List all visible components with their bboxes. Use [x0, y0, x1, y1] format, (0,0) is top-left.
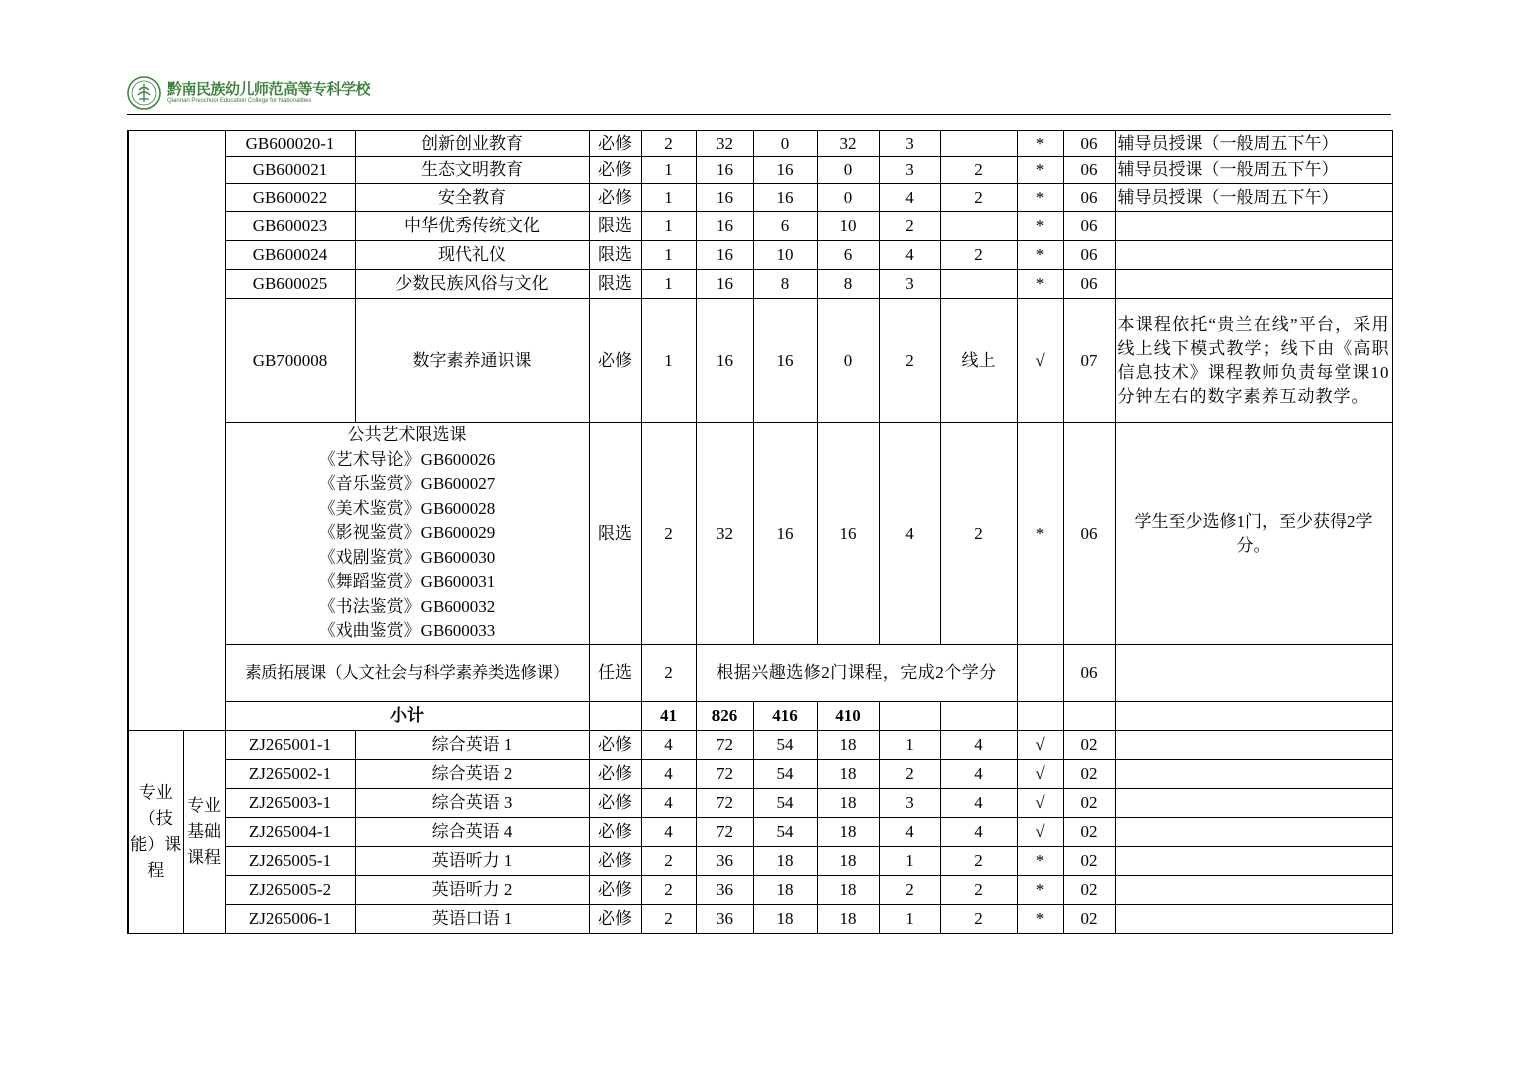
dept-code: 02 — [1063, 789, 1115, 818]
weekly-hours: 4 — [940, 818, 1017, 847]
note: 学生至少选修1门，至少获得2学分。 — [1115, 423, 1392, 645]
term: 2 — [879, 299, 940, 423]
weekly-hours: 2 — [940, 905, 1017, 934]
course-type: 限选 — [589, 270, 641, 299]
theory-hours: 8 — [753, 270, 817, 299]
practice-hours: 18 — [817, 731, 879, 760]
theory-hours: 18 — [753, 905, 817, 934]
hours: 72 — [696, 789, 753, 818]
table-row — [128, 876, 1392, 905]
art-course-item: 《影视鉴赏》GB600029 — [318, 523, 496, 543]
course-name: 综合英语 1 — [355, 731, 589, 760]
theory-hours: 16 — [753, 157, 817, 184]
course-type: 必修 — [589, 905, 641, 934]
theory-hours: 54 — [753, 789, 817, 818]
school-logo-icon — [127, 76, 161, 110]
school-name-cn: 黔南民族幼儿师范高等专科学校 — [167, 80, 371, 98]
art-course-item: 《书法鉴赏》GB600032 — [318, 596, 496, 616]
credits: 1 — [641, 184, 696, 212]
course-type: 限选 — [589, 241, 641, 270]
note — [1115, 212, 1392, 241]
art-course-item: 《戏剧鉴赏》GB600030 — [318, 547, 496, 567]
dept-code: 06 — [1063, 423, 1115, 645]
practice-hours: 32 — [817, 131, 879, 157]
term: 2 — [879, 760, 940, 789]
term: 4 — [879, 241, 940, 270]
practice-hours: 6 — [817, 241, 879, 270]
course-type: 必修 — [589, 131, 641, 157]
theory-hours: 16 — [753, 423, 817, 645]
dept-code: 02 — [1063, 818, 1115, 847]
hours: 16 — [696, 241, 753, 270]
practice-hours: 0 — [817, 299, 879, 423]
note: 辅导员授课（一般周五下午） — [1115, 131, 1392, 157]
credits: 1 — [641, 157, 696, 184]
art-course-item: 《舞蹈鉴赏》GB600031 — [318, 572, 496, 592]
practice-hours: 10 — [817, 212, 879, 241]
term: 2 — [879, 212, 940, 241]
course-code: ZJ265005-1 — [225, 847, 355, 876]
course-type: 必修 — [589, 789, 641, 818]
course-name: 安全教育 — [355, 184, 589, 212]
note — [1115, 847, 1392, 876]
dept-code: 02 — [1063, 760, 1115, 789]
credits: 2 — [641, 423, 696, 645]
course-code: GB600025 — [225, 270, 355, 299]
course-name: 综合英语 4 — [355, 818, 589, 847]
practice-hours: 18 — [817, 789, 879, 818]
hours: 36 — [696, 876, 753, 905]
table-row — [128, 184, 1392, 212]
dept-code: 07 — [1063, 299, 1115, 423]
course-code: ZJ265005-2 — [225, 876, 355, 905]
term: 4 — [879, 184, 940, 212]
exam-type: * — [1017, 423, 1063, 645]
theory-hours: 54 — [753, 731, 817, 760]
credits: 1 — [641, 241, 696, 270]
art-course-item: 《音乐鉴赏》GB600027 — [318, 474, 496, 494]
course-type: 必修 — [589, 818, 641, 847]
category-cell-major: 专业（技能）课程 — [128, 731, 183, 934]
page-header — [127, 74, 1391, 114]
hours: 16 — [696, 299, 753, 423]
practice-hours: 16 — [817, 423, 879, 645]
course-name: 英语口语 1 — [355, 905, 589, 934]
hours: 36 — [696, 905, 753, 934]
table-row — [128, 847, 1392, 876]
course-name: 创新创业教育 — [355, 131, 589, 157]
practice-hours: 18 — [817, 876, 879, 905]
weekly-hours — [940, 212, 1017, 241]
note — [1115, 702, 1392, 731]
credits: 2 — [641, 876, 696, 905]
weekly-hours — [940, 270, 1017, 299]
weekly-hours — [940, 131, 1017, 157]
theory-hours: 6 — [753, 212, 817, 241]
exam-type: * — [1017, 184, 1063, 212]
note — [1115, 760, 1392, 789]
weekly-hours: 2 — [940, 184, 1017, 212]
course-code: GB600023 — [225, 212, 355, 241]
course-code: GB700008 — [225, 299, 355, 423]
term: 3 — [879, 789, 940, 818]
course-type: 必修 — [589, 731, 641, 760]
term: 1 — [879, 731, 940, 760]
course-type: 必修 — [589, 847, 641, 876]
theory-hours: 54 — [753, 818, 817, 847]
theory-hours: 10 — [753, 241, 817, 270]
table-row — [128, 270, 1392, 299]
practice-hours: 0 — [817, 157, 879, 184]
hours: 16 — [696, 270, 753, 299]
table-row — [128, 731, 1392, 760]
course-name: 综合英语 3 — [355, 789, 589, 818]
exam-type: √ — [1017, 818, 1063, 847]
subtotal-practice: 410 — [817, 702, 879, 731]
table-row — [128, 905, 1392, 934]
hours: 32 — [696, 131, 753, 157]
practice-hours: 18 — [817, 760, 879, 789]
credits: 4 — [641, 818, 696, 847]
subtotal-theory: 416 — [753, 702, 817, 731]
table-row — [128, 789, 1392, 818]
dept-code: 06 — [1063, 645, 1115, 702]
term: 3 — [879, 131, 940, 157]
course-type: 必修 — [589, 184, 641, 212]
table-row — [128, 157, 1392, 184]
term: 1 — [879, 905, 940, 934]
dept-code: 02 — [1063, 876, 1115, 905]
note — [1115, 789, 1392, 818]
hours: 72 — [696, 760, 753, 789]
exam-type: √ — [1017, 789, 1063, 818]
art-course-item: 《戏曲鉴赏》GB600033 — [318, 621, 496, 641]
dept-code: 02 — [1063, 847, 1115, 876]
hours: 16 — [696, 212, 753, 241]
credits: 2 — [641, 905, 696, 934]
dept-code: 06 — [1063, 184, 1115, 212]
term: 1 — [879, 847, 940, 876]
table-row — [128, 299, 1392, 423]
exam-type: * — [1017, 847, 1063, 876]
course-code: ZJ265004-1 — [225, 818, 355, 847]
curriculum-table — [127, 130, 1393, 934]
table-row — [128, 423, 1392, 645]
course-type: 限选 — [589, 212, 641, 241]
art-course-title: 公共艺术限选课 — [347, 425, 467, 445]
course-type: 必修 — [589, 876, 641, 905]
weekly-hours: 2 — [940, 241, 1017, 270]
term: 4 — [879, 818, 940, 847]
term: 3 — [879, 270, 940, 299]
dept-code: 06 — [1063, 157, 1115, 184]
course-name: 少数民族风俗与文化 — [355, 270, 589, 299]
table-row — [128, 212, 1392, 241]
course-code: ZJ265006-1 — [225, 905, 355, 934]
course-name: 英语听力 2 — [355, 876, 589, 905]
course-name: 现代礼仪 — [355, 241, 589, 270]
course-name: 生态文明教育 — [355, 157, 589, 184]
course-type: 任选 — [589, 645, 641, 702]
theory-hours: 54 — [753, 760, 817, 789]
note — [1115, 876, 1392, 905]
note — [1115, 905, 1392, 934]
art-course-list — [225, 423, 589, 645]
weekly-hours: 2 — [940, 157, 1017, 184]
term: 2 — [879, 876, 940, 905]
course-name: 中华优秀传统文化 — [355, 212, 589, 241]
credits: 1 — [641, 212, 696, 241]
term: 3 — [879, 157, 940, 184]
practice-hours: 18 — [817, 818, 879, 847]
weekly-hours: 4 — [940, 789, 1017, 818]
weekly-hours: 2 — [940, 876, 1017, 905]
course-type: 必修 — [589, 299, 641, 423]
hours: 36 — [696, 847, 753, 876]
hours: 72 — [696, 731, 753, 760]
subtotal-hours: 826 — [696, 702, 753, 731]
weekly-hours: 2 — [940, 423, 1017, 645]
course-code: ZJ265003-1 — [225, 789, 355, 818]
note — [1115, 731, 1392, 760]
table-row — [128, 818, 1392, 847]
exam-type: √ — [1017, 299, 1063, 423]
course-type: 必修 — [589, 760, 641, 789]
subtotal-row — [128, 702, 1392, 731]
hours: 32 — [696, 423, 753, 645]
theory-hours: 18 — [753, 847, 817, 876]
exam-type: * — [1017, 131, 1063, 157]
exam-type: * — [1017, 241, 1063, 270]
course-type — [589, 702, 641, 731]
theory-hours: 0 — [753, 131, 817, 157]
note — [1115, 818, 1392, 847]
course-code: GB600020-1 — [225, 131, 355, 157]
credits: 2 — [641, 645, 696, 702]
note — [1115, 270, 1392, 299]
art-course-item: 《美术鉴赏》GB600028 — [318, 498, 496, 518]
exam-type: * — [1017, 270, 1063, 299]
note — [1115, 645, 1392, 702]
exam-type — [1017, 645, 1063, 702]
exam-type: * — [1017, 212, 1063, 241]
note — [1115, 241, 1392, 270]
course-code: GB600021 — [225, 157, 355, 184]
subcategory-cell: 专业基础课程 — [183, 731, 225, 934]
dept-code: 02 — [1063, 905, 1115, 934]
table-row — [128, 645, 1392, 702]
credits: 4 — [641, 760, 696, 789]
practice-hours: 18 — [817, 847, 879, 876]
exam-type: * — [1017, 157, 1063, 184]
hours: 16 — [696, 157, 753, 184]
dept-code: 06 — [1063, 270, 1115, 299]
exam-type: √ — [1017, 731, 1063, 760]
note: 本课程依托“贵兰在线”平台，采用线上线下模式教学；线下由《高职信息技术》课程教师负责每堂课10分钟左右的数字素养互动教学。 — [1115, 299, 1392, 423]
exam-type: * — [1017, 876, 1063, 905]
dept-code — [1063, 702, 1115, 731]
note: 辅导员授课（一般周五下午） — [1115, 157, 1392, 184]
weekly-hours: 4 — [940, 731, 1017, 760]
weekly-hours — [940, 702, 1017, 731]
credits: 1 — [641, 299, 696, 423]
dept-code: 06 — [1063, 212, 1115, 241]
credits: 2 — [641, 131, 696, 157]
subtotal-credits: 41 — [641, 702, 696, 731]
course-name: 综合英语 2 — [355, 760, 589, 789]
art-course-item: 《艺术导论》GB600026 — [318, 449, 496, 469]
practice-hours: 0 — [817, 184, 879, 212]
weekly-hours: 线上 — [940, 299, 1017, 423]
dept-code: 06 — [1063, 241, 1115, 270]
header-divider — [127, 114, 1391, 115]
course-name: 数字素养通识课 — [355, 299, 589, 423]
credits: 4 — [641, 789, 696, 818]
dept-code: 06 — [1063, 131, 1115, 157]
course-name: 素质拓展课（人文社会与科学素养类选修课） — [225, 645, 589, 702]
exam-type: √ — [1017, 760, 1063, 789]
table-row — [128, 241, 1392, 270]
practice-hours: 8 — [817, 270, 879, 299]
theory-hours: 16 — [753, 184, 817, 212]
elective-description: 根据兴趣选修2门课程，完成2个学分 — [696, 645, 1017, 702]
course-type: 限选 — [589, 423, 641, 645]
credits: 2 — [641, 847, 696, 876]
term: 4 — [879, 423, 940, 645]
table-row — [128, 760, 1392, 789]
school-name-en: Qiannan Preschool Education College for Nationalities — [167, 98, 312, 104]
weekly-hours: 2 — [940, 847, 1017, 876]
course-name: 英语听力 1 — [355, 847, 589, 876]
credits: 1 — [641, 270, 696, 299]
practice-hours: 18 — [817, 905, 879, 934]
note: 辅导员授课（一般周五下午） — [1115, 184, 1392, 212]
hours: 72 — [696, 818, 753, 847]
dept-code: 02 — [1063, 731, 1115, 760]
hours: 16 — [696, 184, 753, 212]
theory-hours: 18 — [753, 876, 817, 905]
course-type: 必修 — [589, 157, 641, 184]
weekly-hours: 4 — [940, 760, 1017, 789]
exam-type: * — [1017, 905, 1063, 934]
theory-hours: 16 — [753, 299, 817, 423]
course-code: ZJ265002-1 — [225, 760, 355, 789]
course-code: GB600022 — [225, 184, 355, 212]
term — [879, 702, 940, 731]
course-code: ZJ265001-1 — [225, 731, 355, 760]
category-cell-general — [128, 131, 225, 731]
credits: 4 — [641, 731, 696, 760]
course-code: GB600024 — [225, 241, 355, 270]
exam-type — [1017, 702, 1063, 731]
table-row — [128, 131, 1392, 157]
subtotal-label: 小计 — [225, 702, 589, 731]
